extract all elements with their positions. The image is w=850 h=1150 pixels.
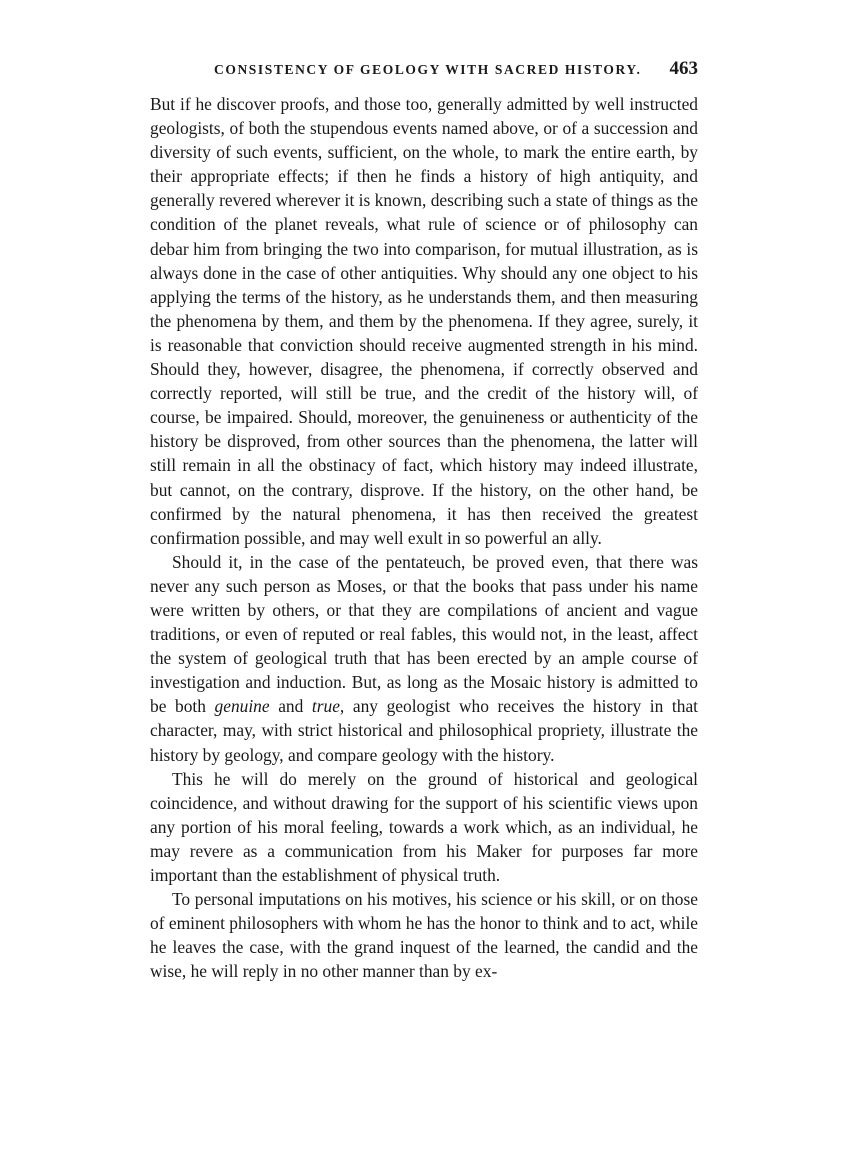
- running-head: [150, 58, 698, 92]
- paragraph-2-text-c: any geologist who receives the history in that character, may, with strict historical and philosophical propriety, illustrate the history by geology, and compare geology with the history.: [150, 696, 698, 765]
- emphasis-true: true,: [311, 696, 345, 717]
- book-page: [150, 58, 698, 983]
- paragraph-2-text-a: Should it, in the case of the pentateuch, be proved even, that there was never any such person as Moses, or that the books that pass under his name were written by others, or that they are compilations of ancient and vague traditions, or even of reputed or real fables, this would not, in the least, affect the system of geological truth that has been erected by an ample course of investigation and induction. But, as long as the Mosaic history is admitted to be both: [150, 551, 698, 717]
- running-title: CONSISTENCY OF GEOLOGY WITH SACRED HISTORY.: [214, 62, 642, 77]
- paragraph-2-text-b: and: [269, 696, 312, 717]
- paragraph-4: To personal imputations on his motives, his science or his skill, or on those of eminent philosophers with whom he has the honor to think and to act, while he leaves the case, with the grand inquest of the learned, the candid and the wise, he will reply in no other manner than by ex-: [150, 889, 698, 982]
- paragraph-2: [150, 550, 698, 767]
- page-number: 463: [669, 58, 698, 79]
- paragraph-3: This he will do merely on the ground of historical and geological coincidence, and without drawing for the support of his scientific views upon any portion of his moral feeling, towards a work which, as an individual, he may revere as a communication from his Maker for purposes far more important than the establishment of physical truth.: [150, 768, 698, 885]
- emphasis-genuine: genuine: [214, 696, 270, 717]
- paragraph-1: But if he discover proofs, and those too, generally admitted by well instructed geologists, of both the stupendous events named above, or of a succession and diversity of such events, sufficient, on the whole, to mark the entire earth, by their appropriate effects; if then he finds a history of high antiquity, and generally revered wherever it is known, describing such a state of things as the condition of the planet reveals, what rule of science or of philosophy can debar him from bringing the two into comparison, for mutual illustration, as is always done in the case of other antiquities. Why should any one object to his applying the terms of the history, as he understands them, and then measuring the phenomena by them, and them by the phenomena. If they agree, surely, it is reasonable that conviction should receive augmented strength in his mind. Should they, however, disagree, the phenomena, if correctly observed and correctly reported, will still be true, and the credit of the history will, of course, be impaired. Should, moreover, the genuineness or authenticity of the history be disproved, from other sources than the phenomena, the latter will still remain in all the obstinacy of fact, which history may indeed illustrate, but cannot, on the contrary, disprove. If the history, on the other hand, be confirmed by the natural phenomena, it has then received the greatest confirmation possible, and may well exult in so powerful an ally.: [150, 94, 698, 548]
